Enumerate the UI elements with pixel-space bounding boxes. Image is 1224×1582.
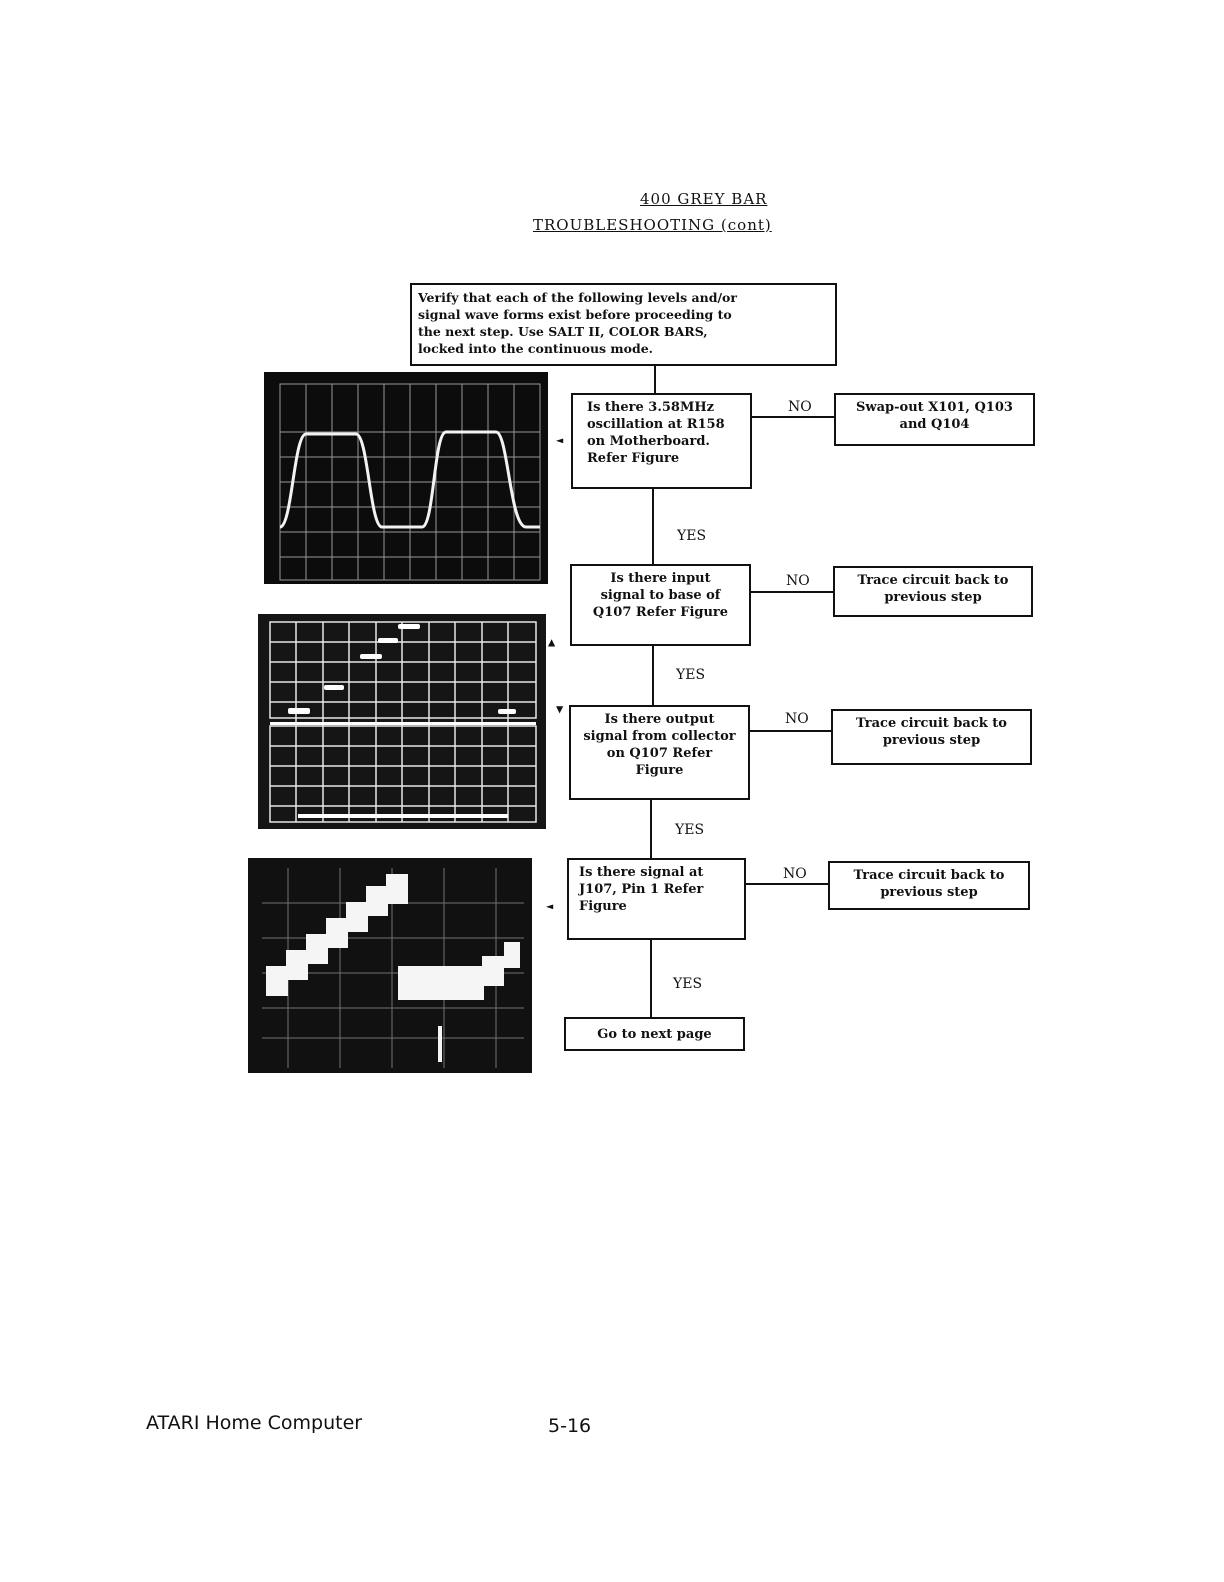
intro-instructions-box: Verify that each of the following levels and/or signal wave forms exist before proceeding to the next step. Use SALT II, COLOR BARS, locked into the continuous mode. [410,283,837,366]
arrow-up-left-icon: ▲ [548,635,556,649]
action-box-step3: Trace circuit back to previous step [831,709,1032,765]
page-title-line1: 400 GREY BAR [640,190,768,208]
yes-label-step3: YES [675,822,705,838]
yes-label-step2: YES [676,667,706,683]
no-line-step2 [751,591,834,593]
connector-step3-step4 [650,798,652,858]
connector-intro-step1 [654,366,656,394]
page-title-line2: TROUBLESHOOTING (cont) [533,216,772,234]
page-number: 5-16 [548,1415,592,1437]
arrow-left-icon: ◄ [556,433,564,447]
decision-box-step2: Is there input signal to base of Q107 Refer Figure [570,564,751,646]
arrow-down-left-icon: ▼ [556,702,564,716]
oscilloscope-photo-staircase [248,858,532,1073]
arrow-left-icon: ◄ [546,899,554,913]
no-label-step1: NO [788,399,812,415]
no-line-step1 [752,416,835,418]
oscilloscope-photo-oscillation [264,372,548,584]
oscilloscope-photo-dual-trace [258,614,546,829]
no-label-step2: NO [786,573,810,589]
no-line-step3 [750,730,832,732]
yes-label-step1: YES [677,528,707,544]
connector-step4-final [650,939,652,1018]
decision-box-step4: Is there signal at J107, Pin 1 Refer Figure [567,858,746,940]
decision-box-step3: Is there output signal from collector on Q107 Refer Figure [569,705,750,800]
yes-label-step4: YES [673,976,703,992]
action-box-step4: Trace circuit back to previous step [828,861,1030,910]
connector-step1-step2 [652,488,654,564]
final-step-box: Go to next page [564,1017,745,1051]
action-box-step2: Trace circuit back to previous step [833,566,1033,617]
action-box-step1: Swap-out X101, Q103 and Q104 [834,393,1035,446]
no-label-step4: NO [783,866,807,882]
no-label-step3: NO [785,711,809,727]
footer-left-text: ATARI Home Computer [146,1412,363,1434]
connector-step2-step3 [652,645,654,706]
no-line-step4 [746,883,829,885]
decision-box-step1: Is there 3.58MHz oscillation at R158 on Motherboard. Refer Figure [571,393,752,489]
